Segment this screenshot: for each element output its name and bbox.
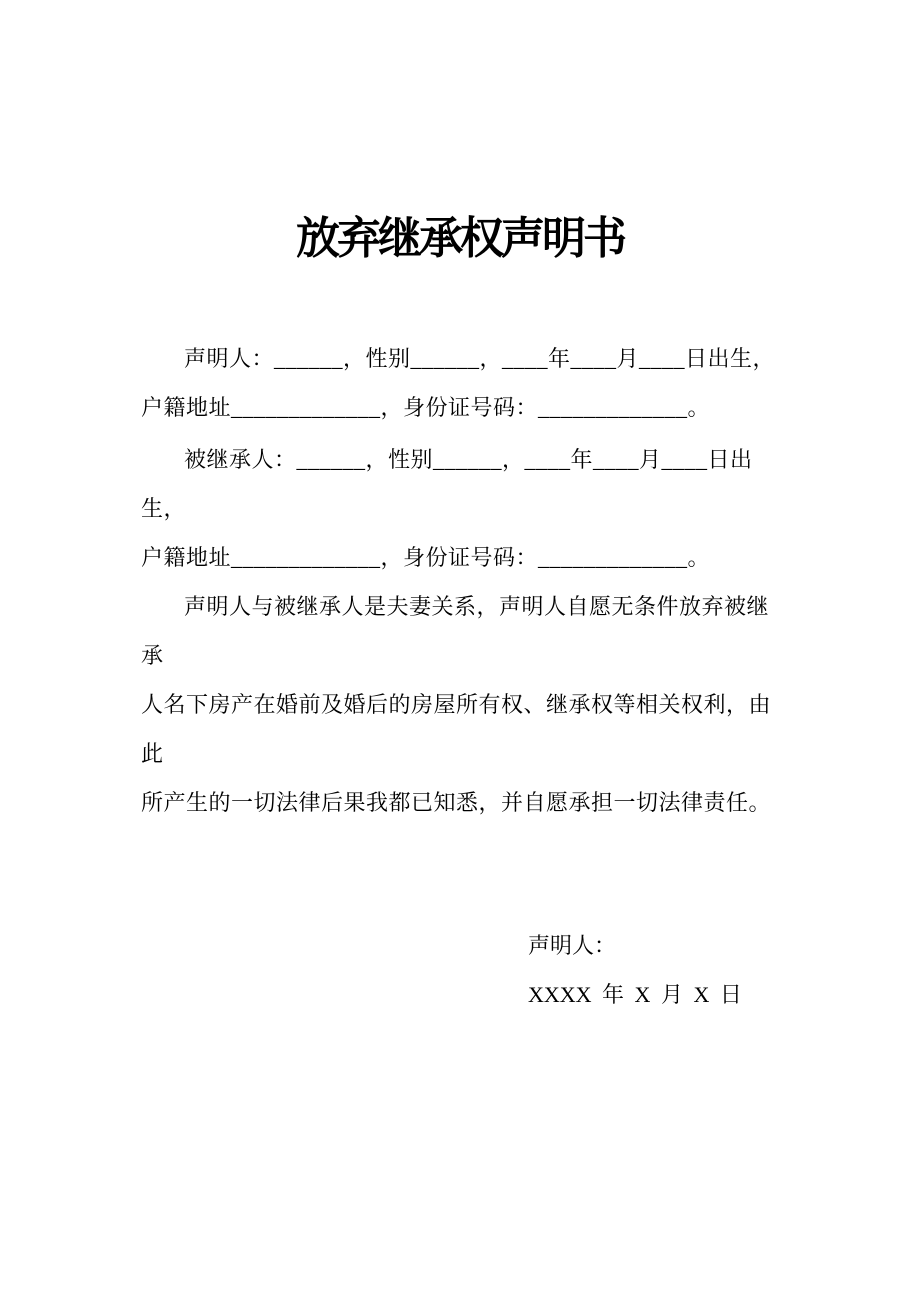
signature-date: XXXX 年 X 月 X 日 (528, 982, 742, 1007)
paragraph2-line2: 户籍地址_____________，身份证号码：_____________。 (141, 545, 711, 570)
paragraph3-line1: 声明人与被继承人是夫妻关系，声明人自愿无条件放弃被继承 (141, 594, 770, 668)
signature-block (528, 921, 920, 1019)
document-title: 放弃继承权声明书 (296, 214, 624, 263)
paragraph1-line1: 声明人：______，性别______，____年____月____日出生， (184, 346, 776, 371)
signature-signer-label: 声明人： (528, 933, 617, 958)
paragraph1-line2: 户籍地址_____________，身份证号码：_____________。 (141, 395, 711, 420)
document-body (141, 334, 782, 827)
paragraph2-line1: 被继承人：______，性别______，____年____月____日出生， (141, 447, 753, 521)
paragraph3-line2: 人名下房产在婚前及婚后的房屋所有权、继承权等相关权利，由此 (141, 692, 772, 766)
paragraph3-line3: 所产生的一切法律后果我都已知悉，并自愿承担一切法律责任。 (141, 790, 772, 815)
